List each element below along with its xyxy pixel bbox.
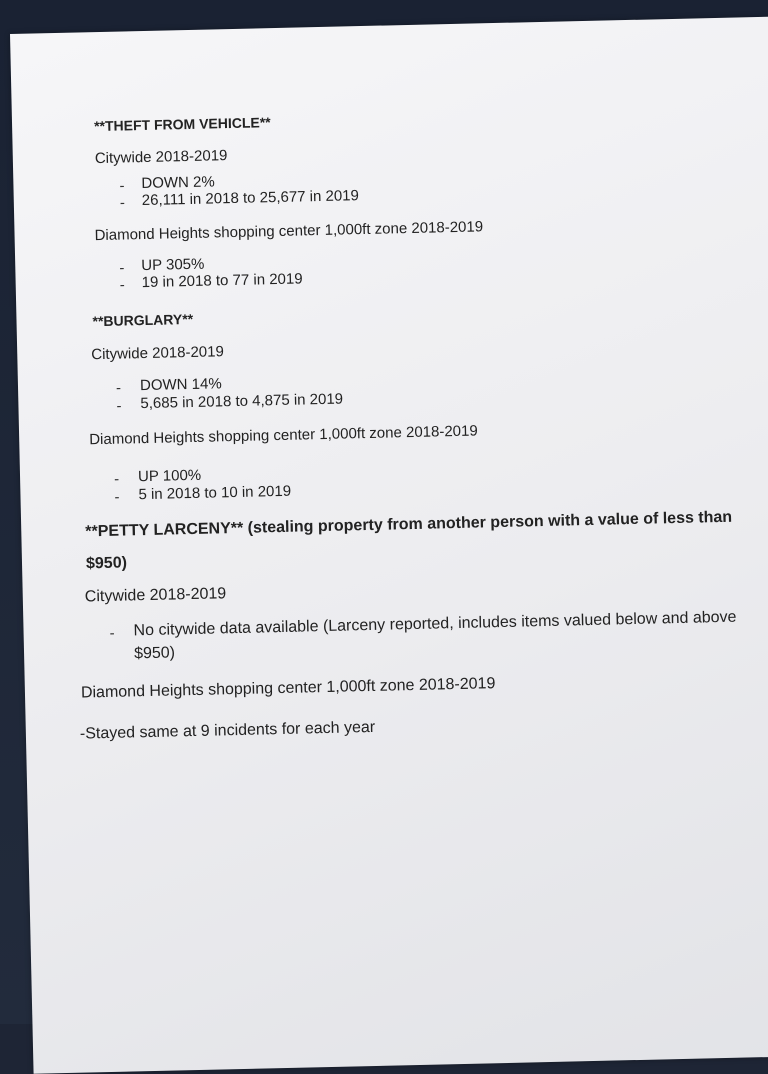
bullet-dash: - <box>119 177 125 195</box>
petty-citywide-bullet-1: No citywide data available (Larceny reported, includes items valued below and above $950) <box>133 608 737 663</box>
petty-zone-note: -Stayed same at 9 incidents for each year <box>79 718 376 743</box>
petty-heading-block <box>85 501 766 580</box>
theft-zone-label: Diamond Heights shopping center 1,000ft zone 2018-2019 <box>94 218 484 245</box>
theft-citywide-label: Citywide 2018-2019 <box>94 147 228 168</box>
bullet-dash: - <box>113 470 120 488</box>
bullet-dash: - <box>119 259 125 277</box>
bullet-dash: - <box>114 488 120 506</box>
petty-heading-note: (stealing property from another person with a value of less than $950) <box>85 508 733 573</box>
theft-citywide-bullet-2: 26,111 in 2018 to 25,677 in 2019 <box>141 187 360 210</box>
petty-citywide-label: Citywide 2018-2019 <box>84 585 227 606</box>
burglary-heading: **BURGLARY** <box>92 310 194 330</box>
petty-heading: **PETTY LARCENY** <box>85 519 244 541</box>
document-page <box>10 16 768 1074</box>
bullet-dash: - <box>115 379 122 397</box>
burglary-zone-bullet-1: UP 100% <box>137 466 202 486</box>
burglary-zone-label: Diamond Heights shopping center 1,000ft zone 2018-2019 <box>89 422 478 449</box>
bullet-dash: - <box>116 397 122 415</box>
burglary-zone-bullet-2: 5 in 2018 to 10 in 2019 <box>138 482 292 504</box>
bullet-dash: - <box>109 624 115 642</box>
burglary-citywide-bullet-2: 5,685 in 2018 to 4,875 in 2019 <box>140 390 344 413</box>
theft-zone-bullet-2: 19 in 2018 to 77 in 2019 <box>141 270 303 292</box>
petty-zone-label: Diamond Heights shopping center 1,000ft zone 2018-2019 <box>80 675 496 702</box>
theft-heading: **THEFT FROM VEHICLE** <box>93 114 271 135</box>
bullet-dash: - <box>119 194 126 212</box>
bullet-dash: - <box>119 276 125 294</box>
burglary-citywide-bullet-1: DOWN 14% <box>139 375 222 395</box>
theft-citywide-bullet-1: DOWN 2% <box>141 173 215 193</box>
burglary-citywide-label: Citywide 2018-2019 <box>91 343 225 364</box>
theft-zone-bullet-1: UP 305% <box>141 255 205 275</box>
